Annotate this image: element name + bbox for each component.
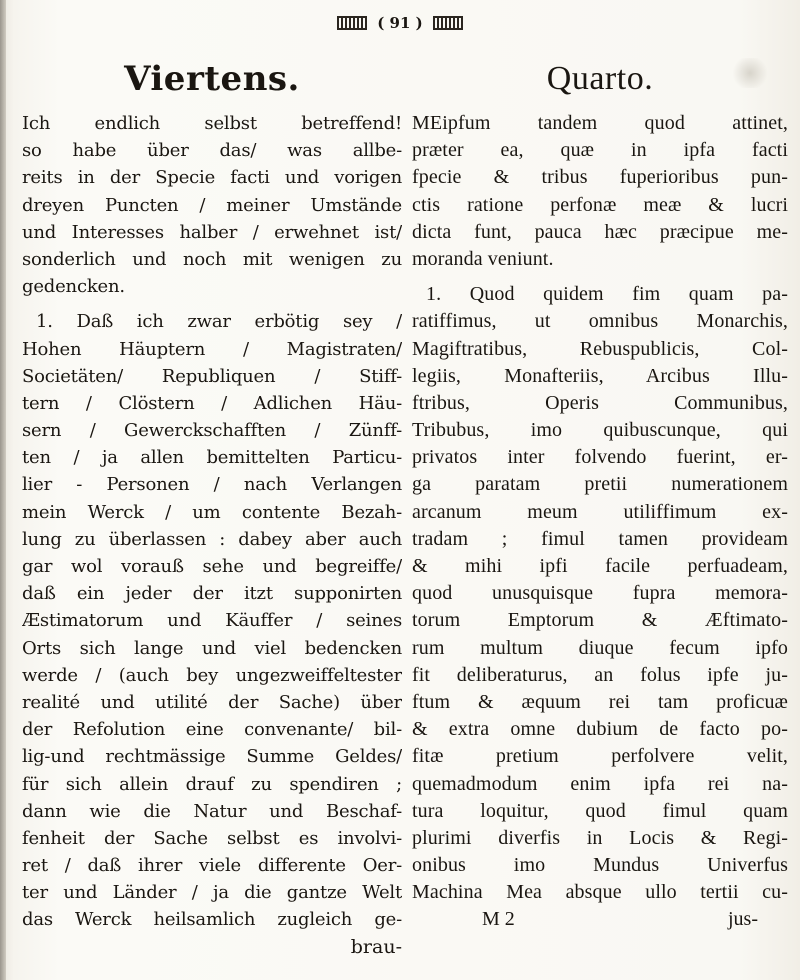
latin-section-title: Quarto. <box>546 60 654 97</box>
german-text-line: dann wie die Natur und Beschaf- <box>22 800 402 822</box>
latin-text-line: Tribubus, imo quibuscunque, qui <box>412 419 788 442</box>
german-text-line: tern / Clöstern / Adlichen Häu- <box>22 392 402 414</box>
german-text-line: ter und Länder / ja die gantze Welt <box>22 882 402 904</box>
latin-text-line: ga paratam pretii numerationem <box>412 473 788 496</box>
latin-text-line: tradam ; fimul tamen provideam <box>412 527 788 550</box>
german-column <box>22 56 402 960</box>
german-text-line: Ich endlich selbst betreffend! <box>22 113 402 134</box>
german-text-line: sern / Gewerckschafften / Zünff- <box>22 420 402 442</box>
german-text-line: für sich allein drauf zu spendiren ; <box>22 773 402 795</box>
latin-text-line: MEipfum tandem quod attinet, <box>412 112 788 134</box>
german-text-line: fenheit der Sache selbst es involvi- <box>22 827 402 849</box>
page-header <box>0 10 800 36</box>
header-ornament-left <box>337 16 367 30</box>
german-text-line: Æstimatorum und Käuffer / seines <box>22 610 402 632</box>
latin-text-line: Magiftratibus, Rebuspublicis, Col- <box>412 337 788 360</box>
german-catchword: brau- <box>350 935 402 958</box>
german-text-line: dreyen Puncten / meiner Umstände <box>22 194 402 216</box>
latin-text-line: moranda veniunt. <box>412 247 554 270</box>
german-text-line: lig-und rechtmässige Summe Geldes/ <box>22 746 402 768</box>
latin-footer-row <box>412 906 788 933</box>
latin-text-line: fpecie & tribus fuperioribus pun- <box>412 166 788 189</box>
latin-text-line: ftum & æquum rei tam proficuæ <box>412 690 788 713</box>
latin-text-line: privatos inter folvendo fuerint, er- <box>412 446 788 469</box>
german-text-line: Orts sich lange und viel bedencken <box>22 637 402 659</box>
german-text-line: lung zu überlassen : dabey aber auch <box>22 528 402 550</box>
german-text-line: Hohen Häuptern / Magistraten/ <box>22 338 402 360</box>
german-text-line: ten / ja allen bemittelten Particu- <box>22 447 402 469</box>
latin-text-line: ftribus, Operis Communibus, <box>412 391 788 414</box>
german-text-line: reits in der Specie facti und vorigen <box>22 167 402 189</box>
latin-text-line: fitæ pretium perfolvere velit, <box>412 745 788 768</box>
german-text-line: sonderlich und noch mit wenigen zu <box>22 248 402 270</box>
latin-text-line: onibus imo Mundus Univerfus <box>412 854 788 877</box>
german-text-line: das Werck heilsamlich zugleich ge- <box>22 909 402 931</box>
page-number: ( 91 ) <box>377 14 423 32</box>
latin-text-line: legiis, Monafteriis, Arcibus Illu- <box>412 364 788 387</box>
latin-text-line: 1. Quod quidem fim quam pa- <box>426 283 788 306</box>
german-text-line: gedencken. <box>22 276 125 298</box>
latin-text-line: quod unusquisque fupra memora- <box>412 582 788 605</box>
german-text-line: realité und utilité der Sache) über <box>22 691 402 713</box>
latin-body-text <box>412 110 788 933</box>
latin-text-line: ratiffimus, ut omnibus Monarchis, <box>412 310 788 333</box>
latin-text-line: tura loquitur, quod fimul quam <box>412 799 788 822</box>
latin-text-line: & extra omne dubium de facto po- <box>412 718 788 741</box>
latin-text-line: quemadmodum enim ipfa rei na- <box>412 772 788 795</box>
german-text-line: daß ein jeder der itzt supponirten <box>22 583 402 605</box>
signature-mark: M 2 <box>482 908 515 931</box>
latin-text-line: Machina Mea absque ullo tertii cu- <box>412 881 788 904</box>
german-section-title: Viertens. <box>124 59 300 99</box>
german-text-line: mein Werck / um contente Bezah- <box>22 501 402 523</box>
german-text-line: der Refolution eine convenante/ bil- <box>22 719 402 741</box>
latin-text-line: arcanum meum utiliffimum ex- <box>412 500 788 523</box>
page-gutter-shadow <box>0 0 6 980</box>
german-body-text <box>22 110 402 961</box>
latin-text-line: plurimi diverfis in Locis & Regi- <box>412 826 788 849</box>
german-text-line: werde / (auch bey ungezweiffeltester <box>22 664 402 686</box>
latin-text-line: præter ea, quæ in ipfa facti <box>412 139 788 162</box>
german-text-line: gar wol vorauß sehe und begreiffe/ <box>22 556 402 577</box>
german-text-line: so habe über das/ was allbe- <box>22 140 402 162</box>
latin-text-line: fit deliberaturus, an folus ipfe ju- <box>412 663 788 686</box>
latin-text-line: rum multum diuque fecum ipfo <box>412 636 788 659</box>
german-text-line: 1. Daß ich zwar erbötig sey / <box>36 311 402 333</box>
latin-text-line: dicta funt, pauca hæc præcipue me- <box>412 220 788 243</box>
latin-catchword: jus- <box>728 908 758 931</box>
german-text-line: und Interesses halber / erwehnet ist/ <box>22 221 402 243</box>
latin-column <box>412 56 788 960</box>
latin-text-line: ctis ratione perfonæ meæ & lucri <box>412 193 788 216</box>
header-ornament-right <box>433 16 463 30</box>
german-text-line: ret / daß ihrer viele differente Oer- <box>22 855 402 877</box>
german-text-line: Societäten/ Republiquen / Stiff- <box>22 365 402 387</box>
latin-text-line: & mihi ipfi facile perfuadeam, <box>412 555 788 577</box>
latin-text-line: torum Emptorum & Æftimato- <box>412 609 788 632</box>
german-text-line: lier - Personen / nach Verlangen <box>22 474 402 496</box>
